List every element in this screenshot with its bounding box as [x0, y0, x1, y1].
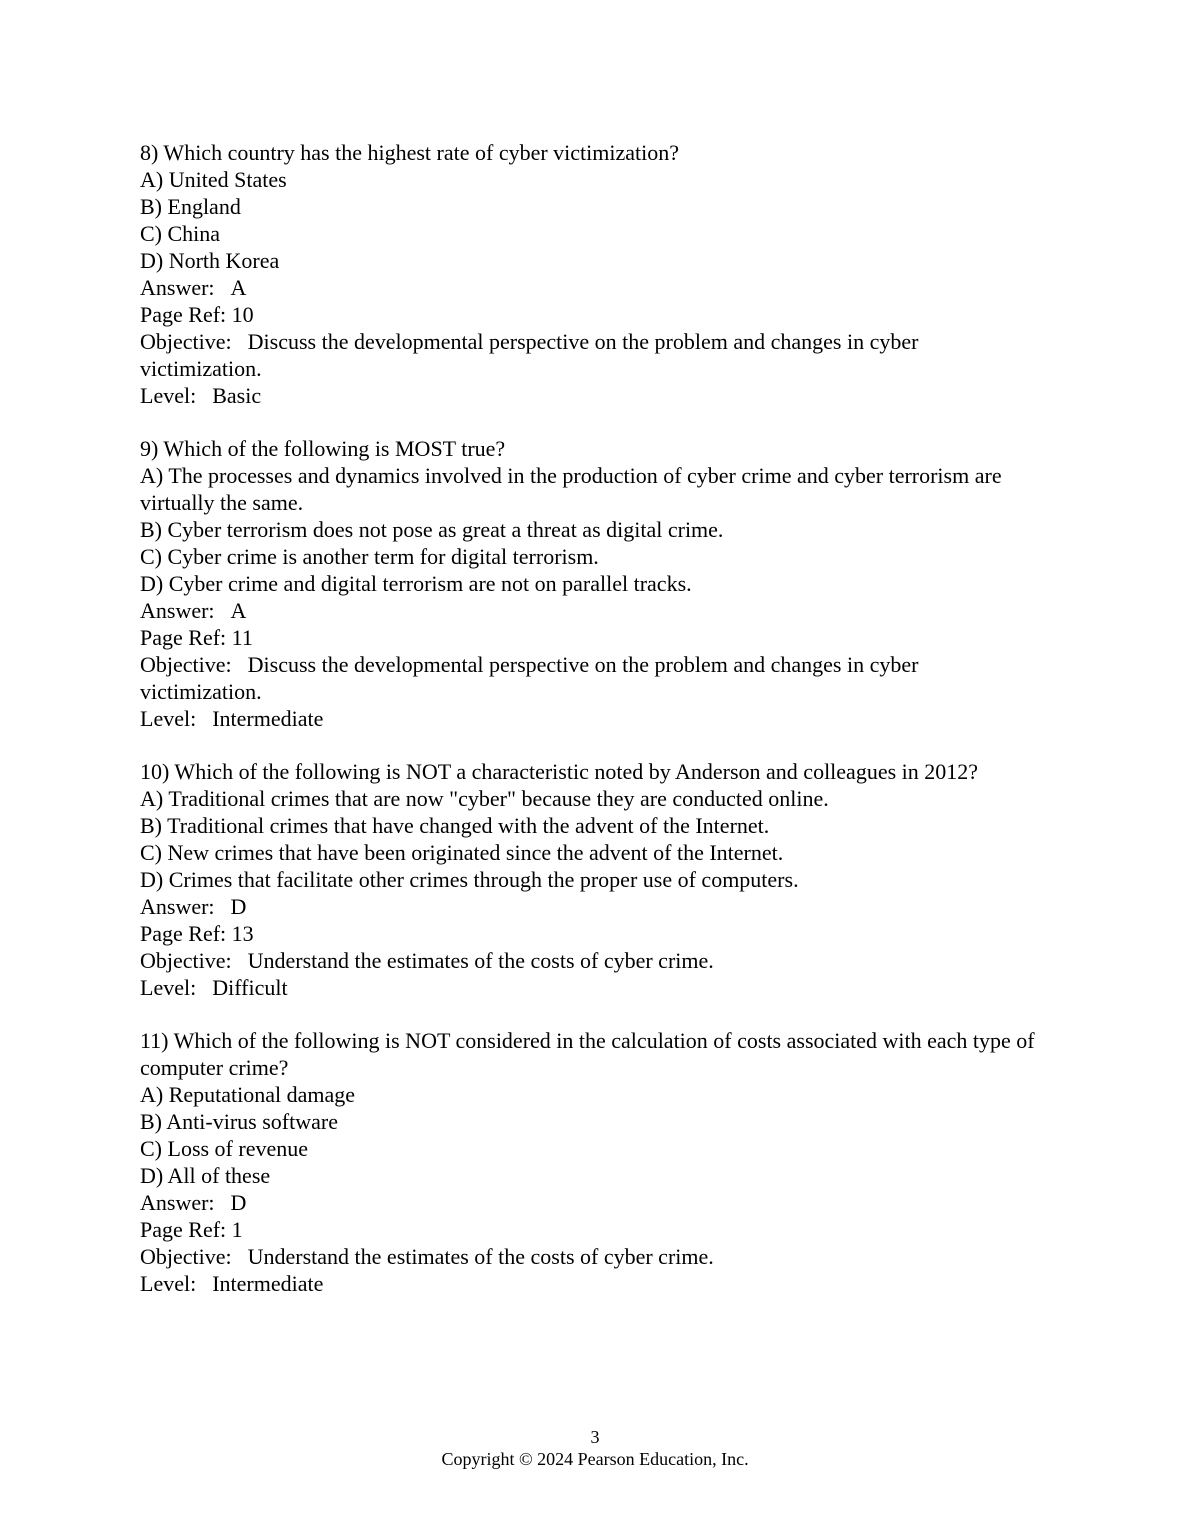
objective-value: Discuss the developmental perspective on the problem and changes in cyber victimization.: [140, 329, 919, 381]
answer-label: Answer:: [140, 598, 215, 623]
page-ref-label: Page Ref:: [140, 1217, 227, 1242]
question-block: [140, 435, 1040, 732]
option-a: A) Reputational damage: [140, 1082, 356, 1107]
level-label: Level:: [140, 383, 197, 408]
level-value: Intermediate: [212, 706, 324, 731]
page-ref-label: Page Ref:: [140, 302, 227, 327]
answer-value: D: [230, 894, 247, 919]
level-label: Level:: [140, 975, 197, 1000]
question-block: [140, 758, 1040, 1001]
answer-value: A: [230, 598, 247, 623]
option-c: C) China: [140, 221, 221, 246]
page-ref-line: [140, 920, 1040, 947]
answer-value: A: [230, 275, 247, 300]
option-d: D) North Korea: [140, 248, 280, 273]
option-b: B) Traditional crimes that have changed with the advent of the Internet.: [140, 813, 770, 838]
level-value: Intermediate: [212, 1271, 324, 1296]
objective-label: Objective:: [140, 948, 232, 973]
option-d: D) All of these: [140, 1163, 271, 1188]
option-a: A) The processes and dynamics involved in the production of cyber crime and cyber terrorism are virtually the same.: [140, 463, 1002, 515]
question-stem: 8) Which country has the highest rate of cyber victimization?: [140, 140, 680, 165]
option-b: B) Cyber terrorism does not pose as great a threat as digital crime.: [140, 517, 724, 542]
level-value: Basic: [212, 383, 262, 408]
level-label: Level:: [140, 706, 197, 731]
page-ref-line: [140, 1216, 1040, 1243]
copyright-notice: Copyright © 2024 Pearson Education, Inc.: [441, 1449, 749, 1469]
answer-line: [140, 597, 1040, 624]
objective-value: Understand the estimates of the costs of cyber crime.: [247, 948, 714, 973]
option-c: C) Cyber crime is another term for digital terrorism.: [140, 544, 599, 569]
answer-label: Answer:: [140, 1190, 215, 1215]
option-a: A) Traditional crimes that are now "cyber" because they are conducted online.: [140, 786, 829, 811]
objective-line: [140, 1243, 1040, 1270]
objective-value: Understand the estimates of the costs of cyber crime.: [247, 1244, 714, 1269]
objective-line: [140, 651, 1040, 705]
level-line: [140, 705, 1040, 732]
answer-line: [140, 274, 1040, 301]
objective-label: Objective:: [140, 329, 232, 354]
option-b: B) England: [140, 194, 241, 219]
option-c: C) New crimes that have been originated since the advent of the Internet.: [140, 840, 784, 865]
page-ref-label: Page Ref:: [140, 921, 227, 946]
page-ref-value: 13: [231, 921, 254, 946]
question-stem: 9) Which of the following is MOST true?: [140, 436, 506, 461]
page-number: 3: [590, 1427, 600, 1447]
level-line: [140, 974, 1040, 1001]
page-ref-value: 10: [231, 302, 254, 327]
level-line: [140, 1270, 1040, 1297]
option-d: D) Crimes that facilitate other crimes through the proper use of computers.: [140, 867, 799, 892]
option-b: B) Anti-virus software: [140, 1109, 338, 1134]
answer-line: [140, 1189, 1040, 1216]
option-a: A) United States: [140, 167, 287, 192]
answer-label: Answer:: [140, 894, 215, 919]
option-c: C) Loss of revenue: [140, 1136, 309, 1161]
objective-label: Objective:: [140, 652, 232, 677]
level-label: Level:: [140, 1271, 197, 1296]
objective-label: Objective:: [140, 1244, 232, 1269]
page-ref-value: 11: [231, 625, 253, 650]
objective-line: [140, 947, 1040, 974]
answer-value: D: [230, 1190, 247, 1215]
question-block: [140, 1027, 1040, 1297]
option-d: D) Cyber crime and digital terrorism are not on parallel tracks.: [140, 571, 692, 596]
objective-value: Discuss the developmental perspective on the problem and changes in cyber victimization.: [140, 652, 919, 704]
page-ref-line: [140, 301, 1040, 328]
answer-line: [140, 893, 1040, 920]
question-stem: 11) Which of the following is NOT considered in the calculation of costs associated with each type of computer crime?: [140, 1028, 1035, 1080]
objective-line: [140, 328, 1040, 382]
level-value: Difficult: [212, 975, 288, 1000]
page-footer: [0, 1426, 1190, 1470]
question-list: [140, 139, 1040, 1323]
level-line: [140, 382, 1040, 409]
page-ref-value: 1: [231, 1217, 243, 1242]
page-ref-label: Page Ref:: [140, 625, 227, 650]
question-block: [140, 139, 1040, 409]
page-ref-line: [140, 624, 1040, 651]
question-stem: 10) Which of the following is NOT a characteristic noted by Anderson and colleagues in 2012?: [140, 759, 979, 784]
answer-label: Answer:: [140, 275, 215, 300]
